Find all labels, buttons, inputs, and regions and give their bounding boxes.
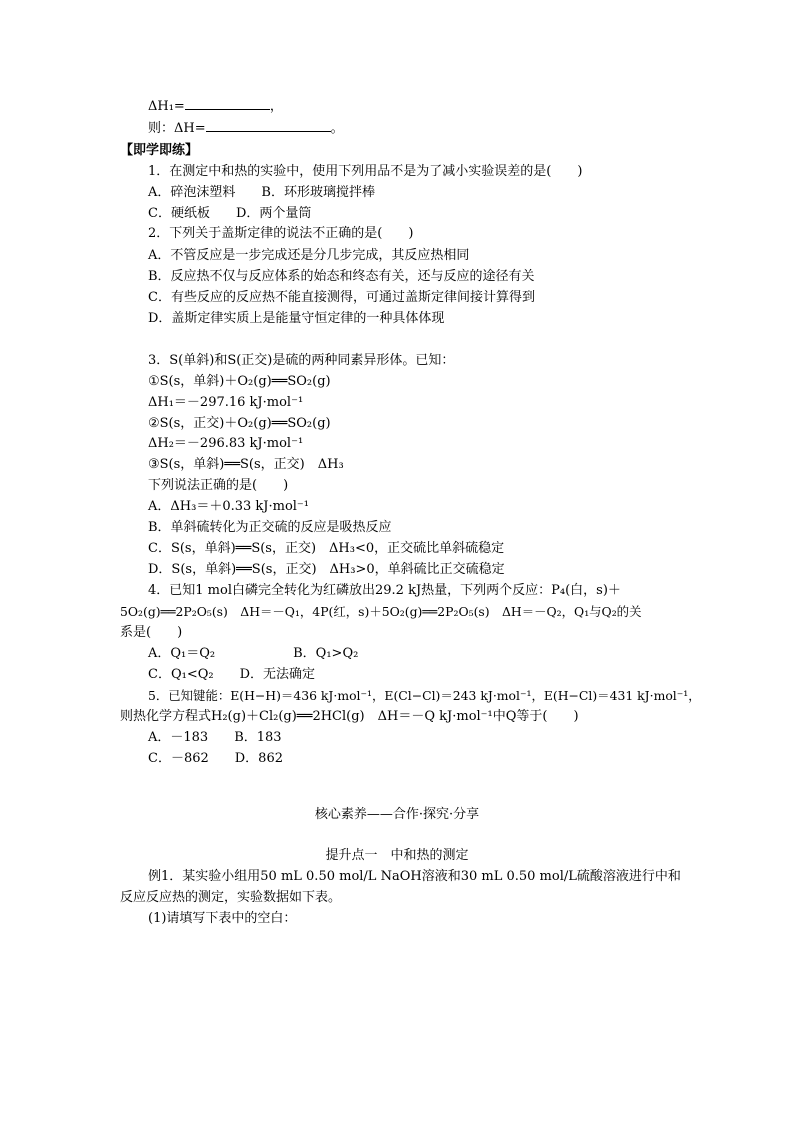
q4-options-ab: A．Q₁＝Q₂ B．Q₁>Q₂ (148, 646, 359, 661)
q2-option-d: D．盖斯定律实质上是能量守恒定律的一种具体体现 (148, 311, 445, 326)
example-sub-question-1: (1)请填写下表中的空白： (148, 911, 297, 926)
q5-line-1: 5．已知键能：E(H−H)＝436 kJ·mol⁻¹，E(Cl−Cl)＝243 kJ·mol⁻¹，E(H−Cl)＝431 kJ·mol⁻¹， (148, 688, 701, 703)
section-title: 【即学即练】 (120, 143, 199, 158)
q3-equation-2: ②S(s，正交)＋O₂(g)══SO₂(g) (148, 416, 331, 431)
q3-option-d: D．S(s，单斜)══S(s，正交) ΔH₃>0，单斜硫比正交硫稳定 (148, 562, 505, 577)
q4-options-cd: C．Q₁<Q₂ D．无法确定 (148, 667, 316, 682)
blank-dh[interactable] (206, 118, 331, 132)
q2-option-b: B．反应热不仅与反应体系的始态和终态有关，还与反应的途径有关 (148, 269, 535, 284)
q5-options-cd: C．－862 D．862 (148, 751, 283, 766)
q2-option-c: C．有些反应的反应热不能直接测得，可通过盖斯定律间接计算得到 (148, 290, 535, 305)
dh-label: 则：ΔH= (148, 121, 206, 136)
example-line-1: 例1．某实验小组用50 mL 0.50 mol/L NaOH溶液和30 mL 0.50 mol/L硫酸溶液进行中和 (148, 869, 681, 884)
dh1-label: ΔH₁= (148, 99, 185, 114)
q3-option-c: C．S(s，单斜)══S(s，正交) ΔH₃<0，正交硫比单斜硫稳定 (148, 541, 505, 556)
q1-options-cd: C．硬纸板 D．两个量筒 (148, 206, 312, 221)
q3-dh2: ΔH₂＝－296.83 kJ·mol⁻¹ (148, 436, 304, 451)
q3-ask: 下列说法正确的是( ) (148, 478, 289, 493)
q1-options-ab: A．碎泡沫塑料 B．环形玻璃搅拌棒 (148, 185, 375, 200)
q5-options-ab: A．－183 B．183 (148, 730, 282, 745)
q5-line-2: 则热化学方程式H₂(g)＋Cl₂(g)══2HCl(g) ΔH＝－Q kJ·mol⁻¹中Q等于( ) (120, 709, 579, 724)
example-line-2: 反应反应热的测定，实验数据如下表。 (120, 890, 342, 905)
q4-line-1: 4．已知1 mol白磷完全转化为红磷放出29.2 kJ热量，下列两个反应：P₄(白，s)＋ (148, 583, 621, 598)
core-section-title: 核心素养——合作·探究·分享 (314, 807, 480, 822)
q4-line-2: 5O₂(g)══2P₂O₅(s) ΔH＝－Q₁，4P(红，s)＋5O₂(g)══2P₂O₅(s) ΔH＝－Q₂，Q₁与Q₂的关 (120, 604, 642, 619)
point-title: 提升点一 中和热的测定 (325, 848, 469, 863)
dh1-fill-line: ΔH₁= ， (148, 96, 283, 117)
q1-stem: 1．在测定中和热的实验中，使用下列用品不是为了减小实验误差的是( ) (148, 164, 583, 179)
blank-dh1[interactable] (185, 96, 270, 110)
q3-equation-1: ①S(s，单斜)＋O₂(g)══SO₂(g) (148, 374, 331, 389)
q3-dh1: ΔH₁＝－297.16 kJ·mol⁻¹ (148, 395, 304, 410)
q4-line-3: 系是( ) (120, 625, 183, 640)
q2-stem: 2．下列关于盖斯定律的说法不正确的是( ) (148, 226, 414, 241)
q3-option-a: A．ΔH₃＝＋0.33 kJ·mol⁻¹ (148, 499, 310, 514)
q3-stem: 3．S(单斜)和S(正交)是硫的两种同素异形体。已知： (148, 353, 455, 368)
q3-option-b: B．单斜硫转化为正交硫的反应是吸热反应 (148, 520, 392, 535)
q3-equation-3: ③S(s，单斜)══S(s，正交) ΔH₃ (148, 457, 344, 472)
dh-fill-line: 则：ΔH= 。 (148, 118, 344, 139)
q2-option-a: A．不管反应是一步完成还是分几步完成，其反应热相同 (148, 248, 470, 263)
